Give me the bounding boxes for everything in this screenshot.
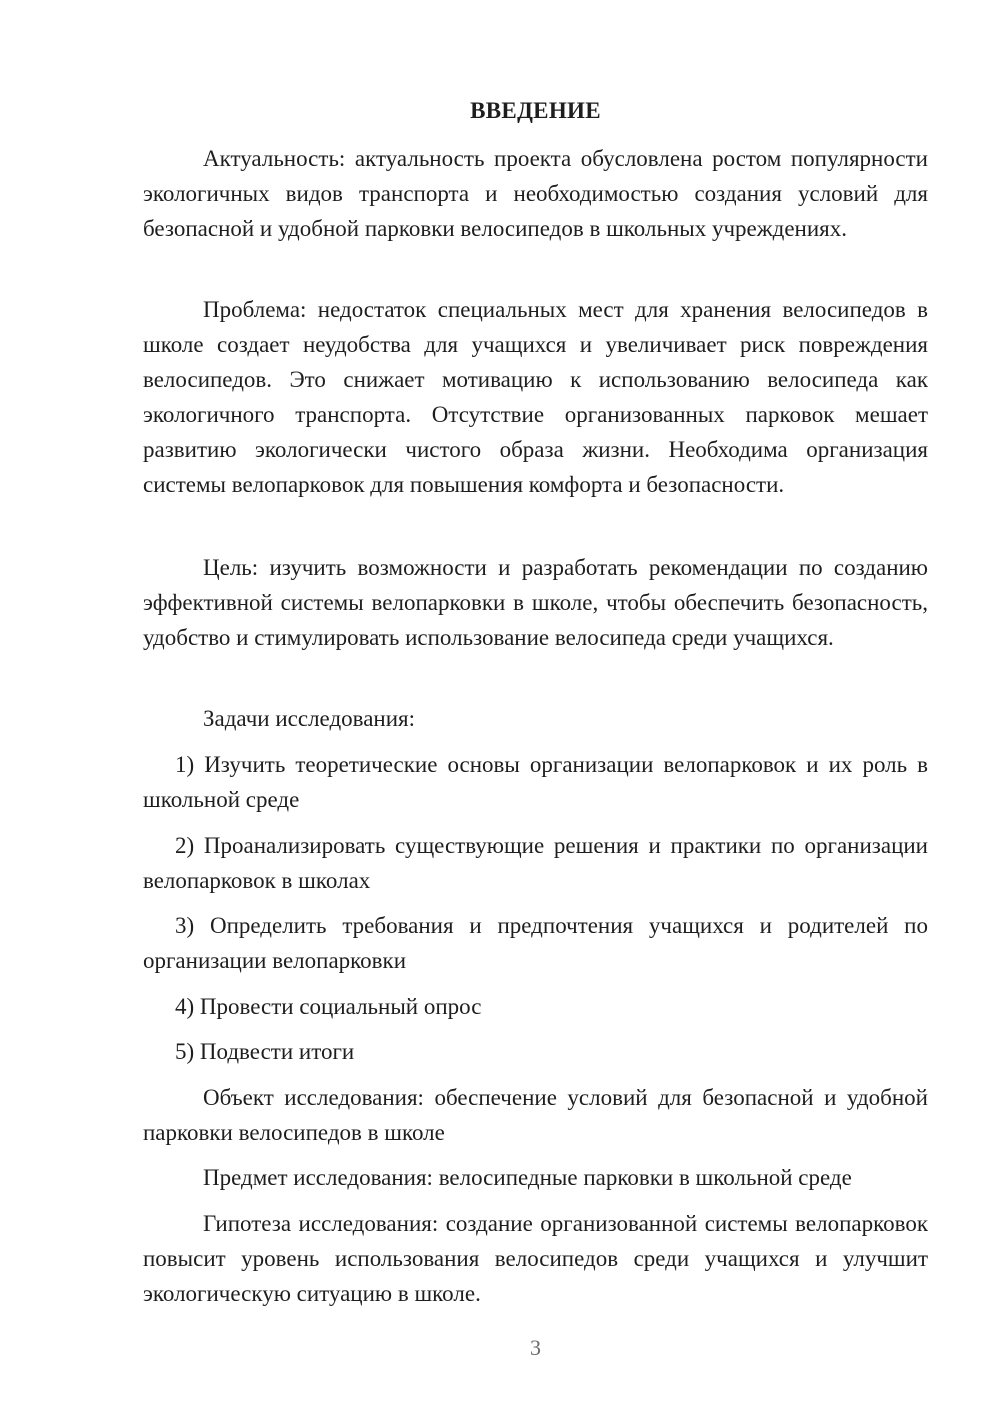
tasks-heading: Задачи исследования: [203, 706, 416, 731]
task-item-3: 3) Определить требования и предпочтения учащихся и родителей по организации велопарковки [143, 913, 928, 973]
page-title: ВВЕДЕНИЕ [470, 98, 601, 123]
document-page [143, 0, 928, 1414]
page-number: 3 [530, 1335, 541, 1360]
task-item-1: 1) Изучить теоретические основы организации велопарковок и их роль в школьной среде [143, 752, 928, 812]
task-item-5: 5) Подвести итоги [175, 1039, 355, 1064]
task-item-2: 2) Проанализировать существующие решения и практики по организации велопарковок в школах [143, 833, 928, 893]
subject-paragraph: Предмет исследования: велосипедные парковки в школьной среде [203, 1165, 852, 1190]
goal-paragraph: Цель: изучить возможности и разработать рекомендации по созданию эффективной системы велопарковки в школе, чтобы обеспечить безопасность, удобство и стимулировать использование велосипеда среди учащихся. [143, 555, 928, 650]
problem-paragraph: Проблема: недостаток специальных мест для хранения велосипедов в школе создает неудобства для учащихся и увеличивает риск повреждения велосипедов. Это снижает мотивацию к использованию велосипеда как экологичного транспорта. Отсутствие организованных парковок мешает развитию экологически чистого образа жизни. Необходима организация системы велопарковок для повышения комфорта и безопасности. [143, 297, 928, 497]
relevance-paragraph: Актуальность: актуальность проекта обусловлена ростом популярности экологичных видов транспорта и необходимостью создания условий для безопасной и удобной парковки велосипедов в школьных учреждениях. [143, 146, 928, 241]
hypothesis-paragraph: Гипотеза исследования: создание организованной системы велопарковок повысит уровень использования велосипедов среди учащихся и улучшит экологическую ситуацию в школе. [143, 1211, 928, 1306]
object-paragraph: Объект исследования: обеспечение условий для безопасной и удобной парковки велосипедов в школе [143, 1085, 928, 1145]
task-item-4: 4) Провести социальный опрос [175, 994, 482, 1019]
